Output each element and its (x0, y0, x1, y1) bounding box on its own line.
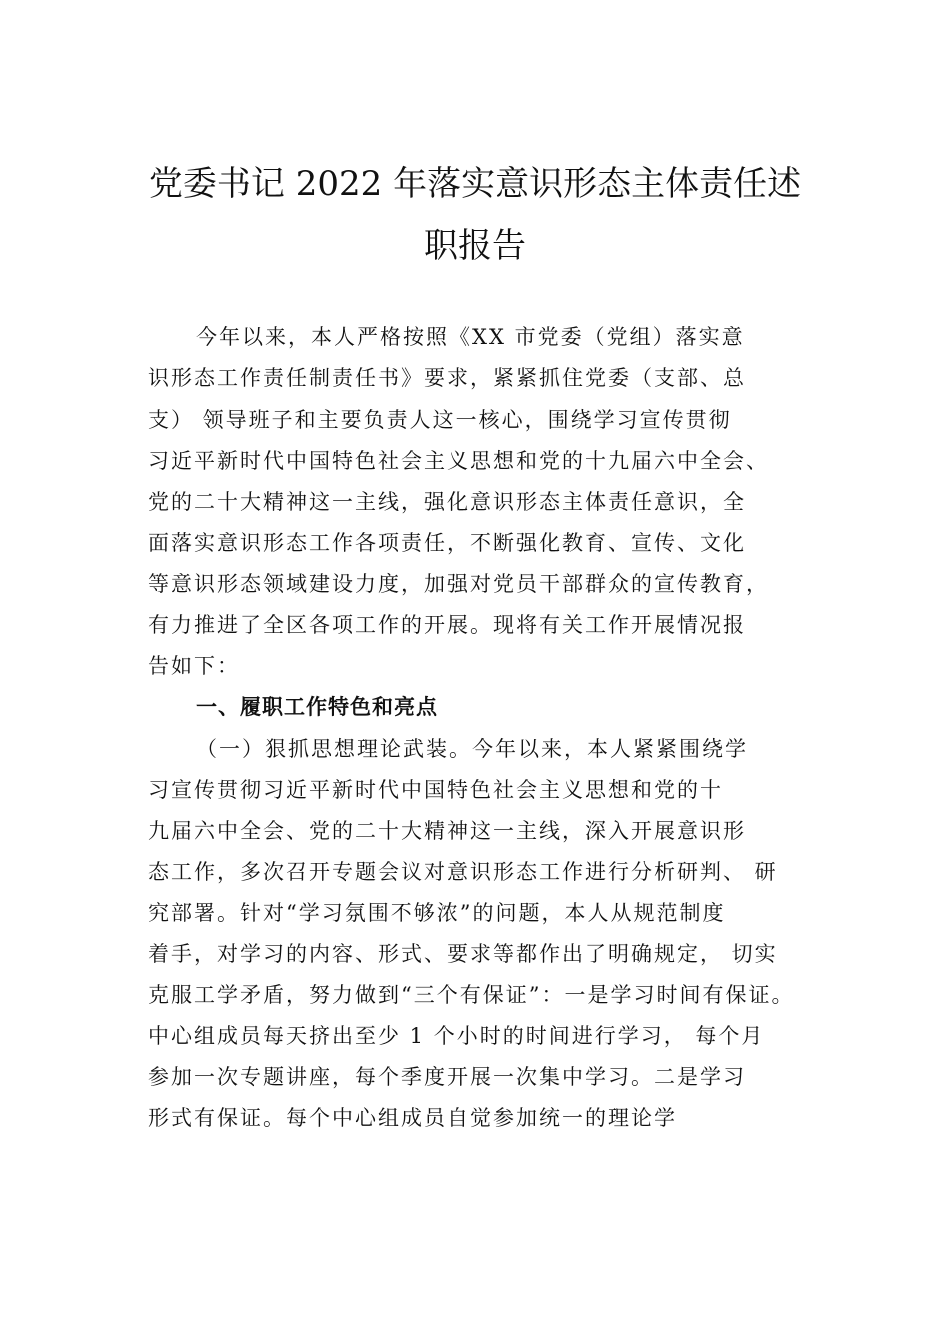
paragraph-line: 着手，对学习的内容、形式、要求等都作出了明确规定， 切实 (148, 942, 778, 966)
paragraph-line: 形式有保证。每个中心组成员自觉参加统一的理论学 (148, 1106, 677, 1130)
document-title-line-1: 党委书记 2022 年落实意识形态主体责任述 (148, 164, 802, 204)
paragraph-line: 有力推进了全区各项工作的开展。现将有关工作开展情况报 (148, 613, 746, 637)
paragraph-line: 九届六中全会、党的二十大精神这一主线，深入开展意识形 (148, 819, 746, 843)
paragraph-line: 等意识形态领域建设力度，加强对党员干部群众的宣传教育， (148, 572, 769, 596)
paragraph-line: 告如下： (148, 654, 240, 678)
paragraph-line: 今年以来，本人严格按照《XX 市党委（党组）落实意 (196, 325, 745, 349)
paragraph-line: 党的二十大精神这一主线，强化意识形态主体责任意识，全 (148, 490, 746, 514)
paragraph-line: 习宣传贯彻习近平新时代中国特色社会主义思想和党的十 (148, 778, 723, 802)
paragraph-line: 习近平新时代中国特色社会主义思想和党的十九届六中全会、 (148, 449, 769, 473)
paragraph-line: 支） 领导班子和主要负责人这一核心，围绕学习宣传贯彻 (148, 408, 732, 432)
paragraph-line: 参加一次专题讲座，每个季度开展一次集中学习。二是学习 (148, 1065, 746, 1089)
paragraph-line: （一）狠抓思想理论武装。今年以来，本人紧紧围绕学 (196, 737, 748, 761)
paragraph-line: 态工作，多次召开专题会议对意识形态工作进行分析研判、 研 (148, 860, 778, 884)
document-title-line-2: 职报告 (424, 226, 526, 266)
paragraph-line: 克服工学矛盾，努力做到“三个有保证”：一是学习时间有保证。 (148, 983, 795, 1007)
paragraph-line: 识形态工作责任制责任书》要求，紧紧抓住党委（支部、总 (148, 366, 746, 390)
paragraph-line: 面落实意识形态工作各项责任，不断强化教育、宣传、文化 (148, 531, 746, 555)
paragraph-line: 究部署。针对“学习氛围不够浓”的问题，本人从规范制度 (148, 901, 726, 925)
section-heading: 一、履职工作特色和亮点 (196, 695, 438, 719)
paragraph-line: 中心组成员每天挤出至少 1 个小时的时间进行学习， 每个月 (148, 1024, 765, 1048)
